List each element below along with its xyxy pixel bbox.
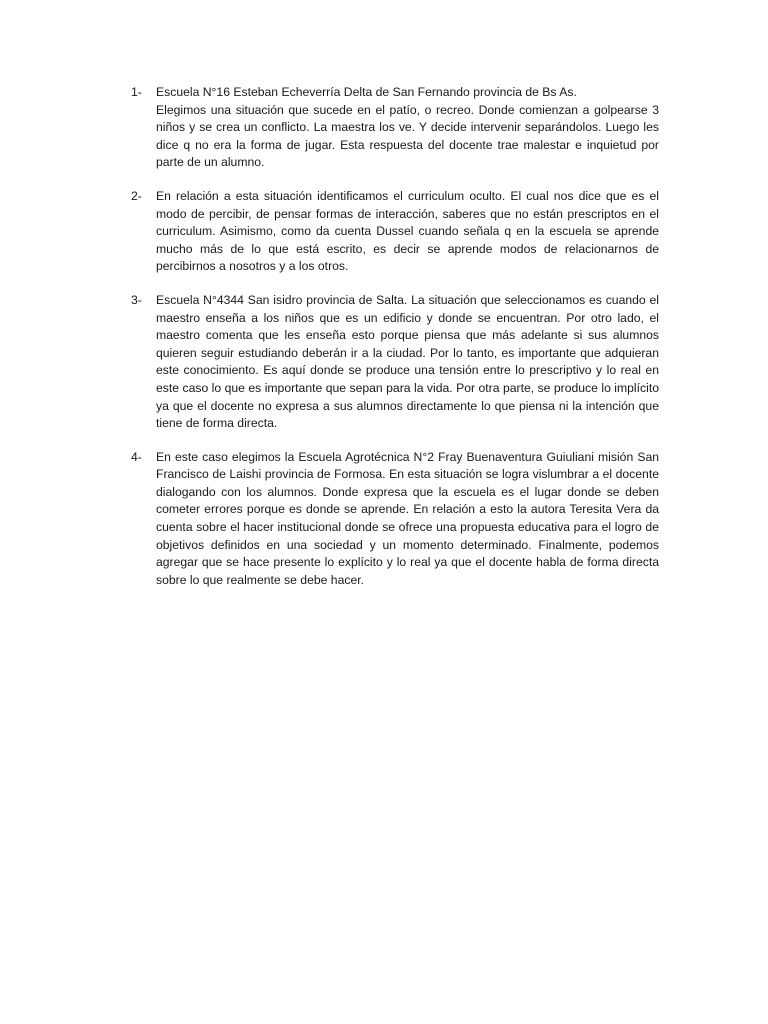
item-number: 4- [131, 449, 142, 464]
item-body [156, 292, 659, 433]
numbered-list [131, 84, 659, 605]
list-item [131, 292, 659, 433]
item-text: En este caso elegimos la Escuela Agrotécnica N°2 Fray Buenaventura Guiuliani misión San Francisco de Laishi provincia de Formosa. En esta situación se logra vislumbrar a el docente dialogando con los alumnos. Donde expresa que la escuela es el lugar donde se deben cometer errores porque es donde se aprende. En relación a esto la autora Teresita Vera da cuenta sobre el hacer institucional donde se ofrece una propuesta educativa para el logro de objetivos definidos en una sociedad y un momento determinado. Finalmente, podemos agregar que se hace presente lo explícito y lo real ya que el docente habla de forma directa sobre lo que realmente se debe hacer. [156, 449, 659, 587]
item-number: 3- [131, 292, 142, 307]
item-body [156, 84, 659, 172]
item-heading: Escuela N°16 Esteban Echeverría Delta de San Fernando provincia de Bs As. [156, 85, 577, 99]
item-text: En relación a esta situación identificamos el curriculum oculto. El cual nos dice que es el modo de percibir, de pensar formas de interacción, saberes que no están prescriptos en el curriculum. Asimismo, como da cuenta Dussel cuando señala q en la escuela se aprende mucho más de lo que está escrito, es decir se aprende modos de relacionarnos de percibirnos a nosotros y a los otros. [156, 188, 659, 274]
item-body [156, 449, 659, 590]
item-body [156, 188, 659, 276]
item-text: Escuela N°4344 San isidro provincia de Salta. La situación que seleccionamos es cuando el maestro enseña a los niños que es un edificio y donde se encuentran. Por otro lado, el maestro comenta que les enseña esto porque piensa que más adelante si sus alumnos quieren seguir estudiando deberán ir a la ciudad. Por lo tanto, es importante que adquieran este conocimiento. Es aquí donde se produce una tensión entre lo prescriptivo y lo real en este caso lo que es importante que sepan para la vida. Por otra parte, se produce lo implícito ya que el docente no expresa a sus alumnos directamente lo que piensa ni la intención que tiene de forma directa. [156, 292, 659, 431]
item-text: Elegimos una situación que sucede en el patío, o recreo. Donde comienzan a golpearse 3 niños y se crea un conflicto. La maestra los ve. Y decide intervenir separándolos. Luego les dice q no era la forma de jugar. Esta respuesta del docente trae malestar e inquietud por parte de un alumno. [156, 102, 659, 170]
list-item [131, 84, 659, 172]
list-item [131, 449, 659, 590]
list-item [131, 188, 659, 276]
item-number: 1- [131, 85, 142, 99]
item-number: 2- [131, 188, 142, 203]
